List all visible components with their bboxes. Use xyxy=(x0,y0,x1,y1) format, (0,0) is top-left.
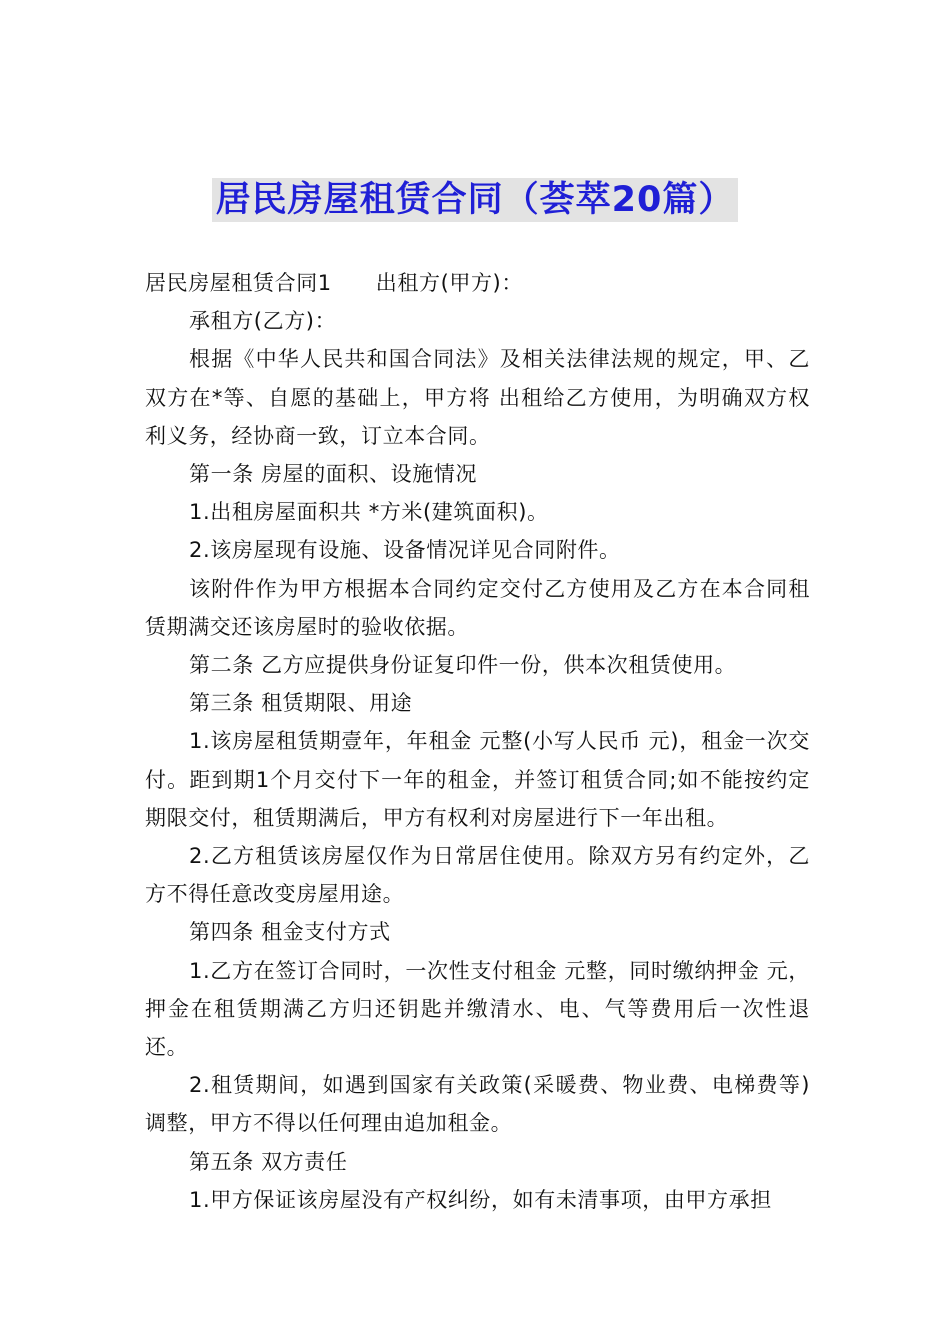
paragraph: 承租方(乙方)： xyxy=(189,309,337,334)
title-container xyxy=(0,178,950,222)
paragraph: 1.乙方在签订合同时，一次性支付租金 元整，同时缴纳押金 元，押金在租赁期满乙方归还钥匙并缴清水、电、气等费用后一次性退还。 xyxy=(145,958,810,1060)
article-heading: 第二条 乙方应提供身份证复印件一份，供本次租赁使用。 xyxy=(189,653,737,678)
article-heading: 第三条 租赁期限、用途 xyxy=(189,691,413,716)
paragraph-first-line xyxy=(145,264,810,302)
article-heading: 第五条 双方责任 xyxy=(189,1149,348,1174)
paragraph: 1.该房屋租赁期壹年，年租金 元整(小写人民币 元)，租金一次交付。距到期1个月交付下一年的租金，并签订租赁合同;如不能按约定期限交付，租赁期满后，甲方有权利对房屋进行下一年出租。 xyxy=(145,729,810,830)
section-heading-contract-1: 居民房屋租赁合同1 xyxy=(145,271,332,295)
paragraph: 该附件作为甲方根据本合同约定交付乙方使用及乙方在本合同租赁期满交还该房屋时的验收依据。 xyxy=(145,576,810,639)
paragraph: 1.甲方保证该房屋没有产权纠纷，如有未清事项，由甲方承担 xyxy=(189,1187,772,1212)
lessor-label: 出租方(甲方)： xyxy=(375,271,523,295)
paragraph: 2.租赁期间，如遇到国家有关政策(采暖费、物业费、电梯费等)调整，甲方不得以任何理由追加租金。 xyxy=(145,1073,810,1136)
paragraph: 根据《中华人民共和国合同法》及相关法律法规的规定，甲、乙双方在*等、自愿的基础上，甲方将 出租给乙方使用，为明确双方权利义务，经协商一致，订立本合同。 xyxy=(145,347,810,448)
document-body xyxy=(145,264,810,1219)
paragraph: 1.出租房屋面积共 *方米(建筑面积)。 xyxy=(189,500,549,525)
article-heading: 第一条 房屋的面积、设施情况 xyxy=(189,462,478,487)
document-title: 居民房屋租赁合同（荟萃20篇） xyxy=(212,178,739,222)
article-heading: 第四条 租金支付方式 xyxy=(189,920,391,945)
paragraph: 2.乙方租赁该房屋仅作为日常居住使用。除双方另有约定外，乙方不得任意改变房屋用途。 xyxy=(145,844,810,907)
paragraph: 2.该房屋现有设施、设备情况详见合同附件。 xyxy=(189,538,621,563)
